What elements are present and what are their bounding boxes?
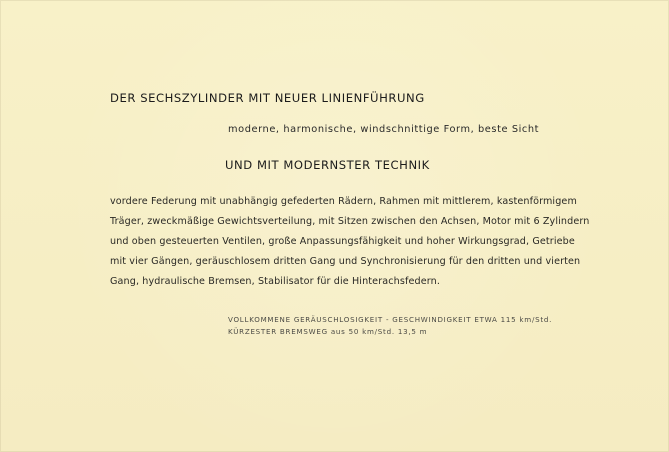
footer-line-1: VOLLKOMMENE GERÄUSCHLOSIGKEIT - GESCHWINDIGKEIT ETWA 115 km/Std.: [228, 315, 553, 324]
subheading-text: moderne, harmonische, windschnittige Form, beste Sicht: [228, 124, 540, 135]
body-line-1: vordere Federung mit unabhängig gefederten Rädern, Rahmen mit mittlerem, kastenförmigem: [110, 196, 577, 207]
heading-primary: DER SECHSZYLINDER MIT NEUER LINIENFÜHRUNG: [110, 91, 425, 105]
body-line-4: mit vier Gängen, geräuschlosem dritten Gang und Synchronisierung für den dritten und vierten: [110, 256, 581, 267]
body-line-5: Gang, hydraulische Bremsen, Stabilisator für die Hinterachsfedern.: [110, 276, 440, 287]
footer-line-2: KÜRZESTER BREMSWEG aus 50 km/Std. 13,5 m: [228, 327, 428, 336]
body-line-3: und oben gesteuerten Ventilen, große Anpassungsfähigkeit und hoher Wirkungsgrad, Getriebe: [110, 236, 575, 247]
body-line-2: Träger, zweckmäßige Gewichtsverteilung, mit Sitzen zwischen den Achsen, Motor mit 6 Zylindern: [110, 216, 590, 227]
heading-secondary: UND MIT MODERNSTER TECHNIK: [225, 158, 430, 172]
